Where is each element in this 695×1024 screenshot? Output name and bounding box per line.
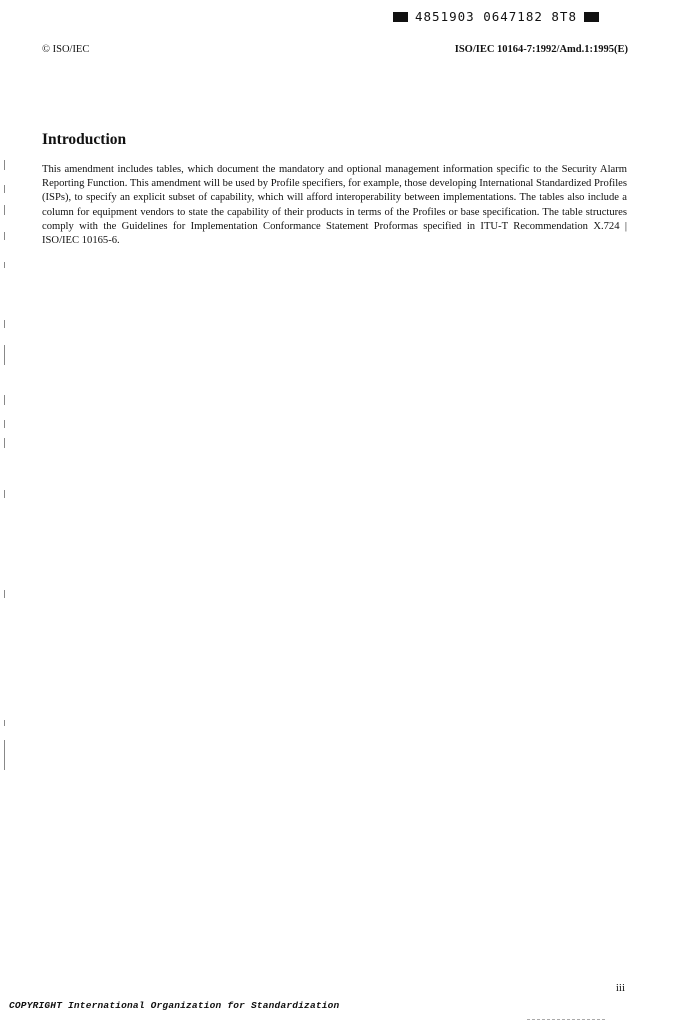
scan-margin-marks bbox=[0, 0, 10, 1024]
introduction-paragraph: This amendment includes tables, which document the mandatory and optional management information specific to the Security Alarm Reporting Function. This amendment will be used by Profile specifiers, for example, those developing International Standardized Profiles (ISPs), to specify an explicit subset of capability, which will afford interoperability between implementations. The tables also include a column for equipment vendors to state the capability of their products in terms of the Profiles or base specification. The table structures comply with the Guidelines for Implementation Conformance Statement Proformas specified in ITU-T Recommendation X.724 | ISO/IEC 10165-6. bbox=[42, 164, 627, 247]
stamp-block-left bbox=[393, 12, 408, 22]
section-title: Introduction bbox=[42, 131, 127, 148]
page-number: iii bbox=[615, 982, 625, 994]
stamp-block-right bbox=[584, 12, 599, 22]
copyright-header: © ISO/IEC bbox=[42, 44, 90, 55]
document-stamp bbox=[393, 9, 599, 24]
stamp-code: 4851903 0647182 8T8 bbox=[415, 9, 577, 24]
standard-identifier: ISO/IEC 10164-7:1992/Amd.1:1995(E) bbox=[454, 44, 628, 55]
copyright-footer: COPYRIGHT International Organization for Standardization bbox=[9, 1000, 340, 1011]
scan-artifact-line bbox=[527, 1019, 605, 1020]
